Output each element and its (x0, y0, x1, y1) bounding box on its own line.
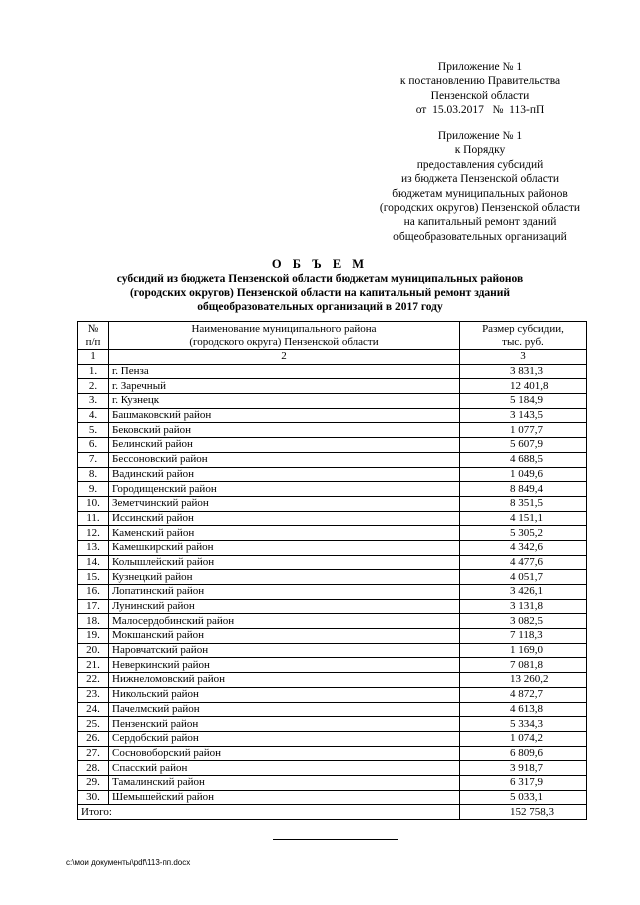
subsidy-value: 5 607,9 (460, 438, 587, 453)
appendix-2-line: общеобразовательных организаций (393, 230, 567, 243)
table-row (78, 555, 587, 570)
row-number: 28. (78, 761, 109, 776)
row-number: 7. (78, 452, 109, 467)
table-row (78, 673, 587, 688)
table-row (78, 614, 587, 629)
district-name: Тамалинский район (109, 775, 460, 790)
district-name: Никольский район (109, 687, 460, 702)
title-line: (городских округов) Пензенской области на капитальный ремонт зданий (129, 287, 511, 299)
subsidy-value: 7 081,8 (460, 658, 587, 673)
subsidy-value: 4 688,5 (460, 452, 587, 467)
subsidy-value: 3 143,5 (460, 408, 587, 423)
header-name-line: Наименование муниципального района (191, 322, 377, 335)
appendix-1-block (330, 60, 630, 118)
table-row (78, 379, 587, 394)
row-number: 6. (78, 438, 109, 453)
header-name-line: (городского округа) Пензенской области (189, 335, 379, 348)
table-row (78, 364, 587, 379)
index-cell: 3 (460, 350, 587, 365)
index-cell: 2 (109, 350, 460, 365)
district-name: Малосердобинский район (109, 614, 460, 629)
column-index-row (78, 350, 587, 365)
row-number: 8. (78, 467, 109, 482)
row-number: 12. (78, 526, 109, 541)
district-name: Камешкирский район (109, 540, 460, 555)
district-name: г. Пенза (109, 364, 460, 379)
district-name: Бековский район (109, 423, 460, 438)
table-row (78, 394, 587, 409)
table-row (78, 599, 587, 614)
district-name: Кузнецкий район (109, 570, 460, 585)
row-number: 4. (78, 408, 109, 423)
district-name: Шемышейский район (109, 790, 460, 805)
district-name: Колышлейский район (109, 555, 460, 570)
subsidy-value: 3 918,7 (460, 761, 587, 776)
table-row (78, 585, 587, 600)
row-number: 23. (78, 687, 109, 702)
district-name: Иссинский район (109, 511, 460, 526)
district-name: Наровчатский район (109, 643, 460, 658)
table-row (78, 496, 587, 511)
district-name: Сердобский район (109, 731, 460, 746)
subsidy-value: 5 184,9 (460, 394, 587, 409)
subsidy-value: 4 051,7 (460, 570, 587, 585)
appendix-1-line: Приложение № 1 (437, 61, 523, 73)
district-name: Городищенский район (109, 482, 460, 497)
appendix-2-block (330, 129, 630, 244)
subsidy-value: 4 477,6 (460, 555, 587, 570)
header-num-line: № (87, 322, 99, 335)
appendix-2-line: к Порядку (454, 144, 506, 157)
subsidy-value: 13 260,2 (460, 673, 587, 688)
table-row (78, 540, 587, 555)
total-row (78, 805, 587, 820)
row-number: 14. (78, 555, 109, 570)
subsidy-table (77, 321, 587, 820)
row-number: 19. (78, 629, 109, 644)
district-name: Каменский район (109, 526, 460, 541)
table-row (78, 438, 587, 453)
subsidy-value: 1 049,6 (460, 467, 587, 482)
table-row (78, 408, 587, 423)
footer-file-path: c:\мои документы\pdf\113-пп.docx (66, 858, 191, 867)
subsidy-value: 5 305,2 (460, 526, 587, 541)
table-row (78, 511, 587, 526)
district-name: Земетчинский район (109, 496, 460, 511)
subsidy-value: 4 872,7 (460, 687, 587, 702)
row-number: 27. (78, 746, 109, 761)
row-number: 13. (78, 540, 109, 555)
appendix-1-line: от 15.03.2017 № 113-пП (415, 104, 545, 117)
district-name: Пачелмский район (109, 702, 460, 717)
district-name: Лунинский район (109, 599, 460, 614)
row-number: 30. (78, 790, 109, 805)
signature-line (273, 839, 398, 840)
table-row (78, 731, 587, 746)
total-value: 152 758,3 (460, 805, 587, 820)
total-label: Итого: (78, 805, 460, 820)
subsidy-value: 3 131,8 (460, 599, 587, 614)
header-amount-line: тыс. руб. (502, 335, 544, 348)
subsidy-value: 3 426,1 (460, 585, 587, 600)
row-number: 22. (78, 673, 109, 688)
row-number: 21. (78, 658, 109, 673)
subsidy-value: 4 151,1 (460, 511, 587, 526)
row-number: 11. (78, 511, 109, 526)
row-number: 29. (78, 775, 109, 790)
row-number: 25. (78, 717, 109, 732)
appendix-2-line: Приложение № 1 (437, 130, 523, 142)
title-line: общеобразовательных организаций в 2017 году (197, 301, 443, 313)
row-number: 1. (78, 364, 109, 379)
appendix-2-line: предоставления субсидий (416, 158, 544, 171)
title-heading: О Б Ъ Е М (271, 257, 369, 271)
table-row (78, 717, 587, 732)
district-name: Белинский район (109, 438, 460, 453)
table-row (78, 775, 587, 790)
district-name: Мокшанский район (109, 629, 460, 644)
document-title (80, 257, 560, 314)
table-header-row (78, 322, 587, 350)
table-row (78, 452, 587, 467)
subsidy-value: 1 077,7 (460, 423, 587, 438)
subsidy-value: 5 033,1 (460, 790, 587, 805)
row-number: 17. (78, 599, 109, 614)
row-number: 24. (78, 702, 109, 717)
table-row (78, 746, 587, 761)
header-amount (460, 322, 587, 350)
district-name: Неверкинский район (109, 658, 460, 673)
district-name: Нижнеломовский район (109, 673, 460, 688)
row-number: 9. (78, 482, 109, 497)
row-number: 15. (78, 570, 109, 585)
appendix-1-line: к постановлению Правительства (399, 75, 561, 88)
row-number: 5. (78, 423, 109, 438)
appendix-2-line: на капитальный ремонт зданий (403, 216, 557, 229)
table-row (78, 467, 587, 482)
district-name: Вадинский район (109, 467, 460, 482)
subsidy-value: 1 169,0 (460, 643, 587, 658)
title-line: субсидий из бюджета Пензенской области бюджетам муниципальных районов (116, 273, 524, 285)
district-name: Сосновоборский район (109, 746, 460, 761)
subsidy-value: 8 849,4 (460, 482, 587, 497)
row-number: 2. (78, 379, 109, 394)
header-amount-line: Размер субсидии, (482, 322, 564, 335)
appendix-2-line: бюджетам муниципальных районов (392, 187, 568, 200)
table-row (78, 482, 587, 497)
table-body (78, 364, 587, 805)
table-row (78, 643, 587, 658)
table-row (78, 629, 587, 644)
header-num (78, 322, 109, 350)
table-row (78, 570, 587, 585)
subsidy-value: 8 351,5 (460, 496, 587, 511)
subsidy-value: 1 074,2 (460, 731, 587, 746)
table-row (78, 761, 587, 776)
appendix-1-line: Пензенской области (430, 89, 530, 102)
appendix-2-line: из бюджета Пензенской области (400, 173, 560, 186)
table-row (78, 423, 587, 438)
district-name: Башмаковский район (109, 408, 460, 423)
subsidy-value: 4 613,8 (460, 702, 587, 717)
table-row (78, 702, 587, 717)
row-number: 26. (78, 731, 109, 746)
table-row (78, 687, 587, 702)
table-row (78, 790, 587, 805)
row-number: 16. (78, 585, 109, 600)
header-num-line: п/п (85, 335, 101, 348)
district-name: г. Кузнецк (109, 394, 460, 409)
index-cell: 1 (78, 350, 109, 365)
appendix-2-line: (городских округов) Пензенской области (379, 202, 581, 215)
header-name (109, 322, 460, 350)
district-name: Пензенский район (109, 717, 460, 732)
subsidy-value: 4 342,6 (460, 540, 587, 555)
table-row (78, 526, 587, 541)
subsidy-value: 12 401,8 (460, 379, 587, 394)
district-name: Лопатинский район (109, 585, 460, 600)
subsidy-value: 7 118,3 (460, 629, 587, 644)
subsidy-value: 5 334,3 (460, 717, 587, 732)
table-row (78, 658, 587, 673)
district-name: Бессоновский район (109, 452, 460, 467)
subsidy-value: 3 082,5 (460, 614, 587, 629)
row-number: 18. (78, 614, 109, 629)
district-name: г. Заречный (109, 379, 460, 394)
row-number: 3. (78, 394, 109, 409)
row-number: 20. (78, 643, 109, 658)
subsidy-value: 6 317,9 (460, 775, 587, 790)
subsidy-value: 3 831,3 (460, 364, 587, 379)
district-name: Спасский район (109, 761, 460, 776)
row-number: 10. (78, 496, 109, 511)
subsidy-value: 6 809,6 (460, 746, 587, 761)
